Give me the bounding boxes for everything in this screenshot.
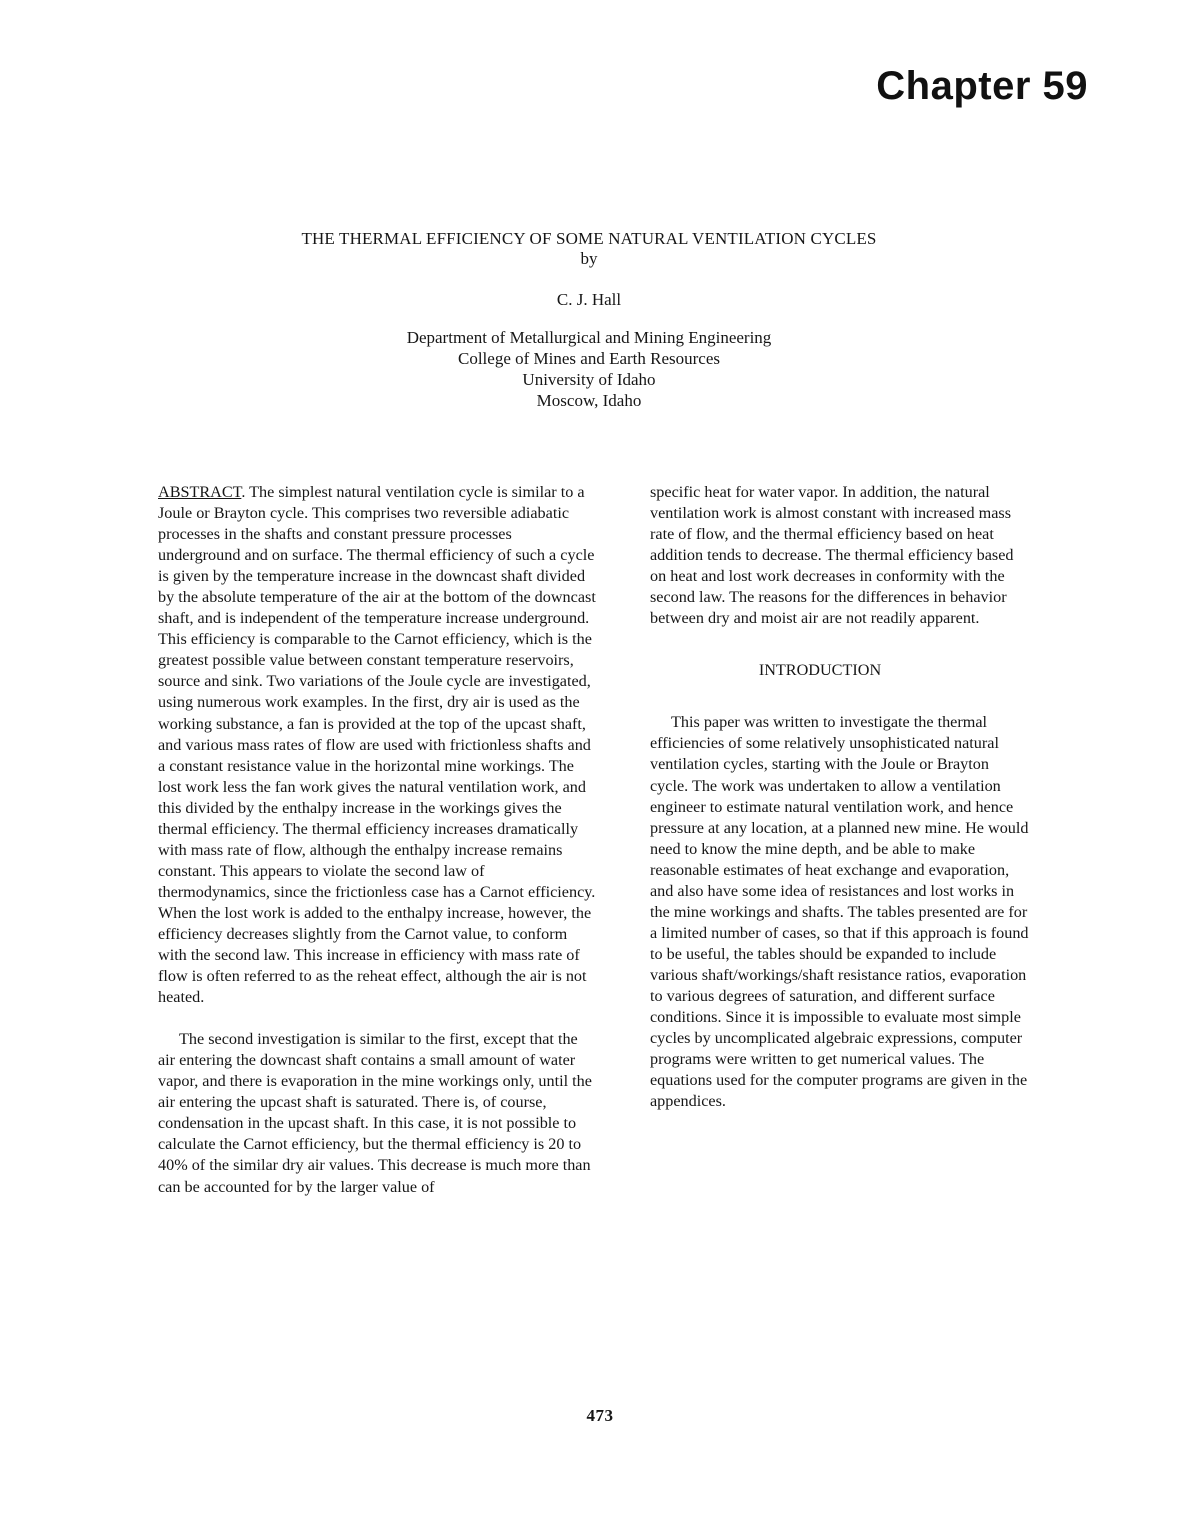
author-name: C. J. Hall <box>556 290 622 309</box>
right-column <box>650 482 1030 1112</box>
affiliation-line: Moscow, Idaho <box>536 391 642 410</box>
affiliation <box>0 327 1178 411</box>
chapter-heading: Chapter 59 <box>876 64 1088 108</box>
abstract-paragraph <box>158 482 598 1008</box>
by-line: by <box>580 249 598 268</box>
affiliation-line: Department of Metallurgical and Mining Engineering <box>406 328 772 347</box>
affiliation-line: College of Mines and Earth Resources <box>457 349 720 368</box>
introduction-paragraph: This paper was written to investigate the thermal efficiencies of some relatively unsophisticated natural ventilation cycles, starting with the Joule or Brayton cycle. The work was undertaken to allow a ventilation engineer to estimate natural ventilation work, and hence pressure at any location, at a planned new mine. He would need to know the mine depth, and be able to make reasonable estimates of heat exchange and evaporation, and also have some idea of resistances and lost works in the mine workings and shafts. The tables presented are for a limited number of cases, so that if this approach is found to be useful, the tables should be expanded to include various shaft/workings/shaft resistance ratios, evaporation to various degrees of saturation, and different surface conditions. Since it is impossible to evaluate most simple cycles by uncomplicated algebraic expressions, computer programs were written to get numerical values. The equations used for the computer programs are given in the appendices. <box>650 713 1029 1111</box>
paper-title: THE THERMAL EFFICIENCY OF SOME NATURAL VENTILATION CYCLES <box>301 229 877 248</box>
page-number: 473 <box>586 1406 614 1425</box>
abstract-paragraph-continued: specific heat for water vapor. In addition, the natural ventilation work is almost constant with increased mass rate of flow, and the thermal efficiency based on heat addition tends to decrease. The thermal efficiency based on heat and lost work decreases in conformity with the second law. The reasons for the differences in behavior between dry and moist air are not readily apparent. <box>650 483 1014 628</box>
abstract-paragraph-2: The second investigation is similar to the first, except that the air entering the downcast shaft contains a small amount of water vapor, and there is evaporation in the mine workings only, until the air entering the upcast shaft is saturated. There is, of course, condensation in the upcast shaft. In this case, it is not possible to calculate the Carnot efficiency, but the thermal efficiency is 20 to 40% of the similar dry air values. This decrease is much more than can be accounted for by the larger value of <box>158 1030 592 1196</box>
title-block <box>0 229 1178 411</box>
abstract-text: . The simplest natural ventilation cycle is similar to a Joule or Brayton cycle. This comprises two reversible adiabatic processes in the shafts and constant pressure processes underground and on surface. The thermal efficiency of such a cycle is given by the temperature increase in the downcast shaft divided by the absolute temperature of the air at the bottom of the downcast shaft, and is independent of the temperature increase underground. This efficiency is comparable to the Carnot efficiency, which is the greatest possible value between constant temperature reservoirs, source and sink. Two variations of the Joule cycle are investigated, using numerous work examples. In the first, dry air is used as the working substance, a fan is provided at the top of the upcast shaft, and various mass rates of flow are used with frictionless shafts and a constant resistance value in the horizontal mine workings. The lost work less the fan work gives the natural ventilation work, and this divided by the enthalpy increase in the workings gives the thermal efficiency. The thermal efficiency increases dramatically with mass rate of flow, although the enthalpy increase remains constant. This appears to violate the second law of thermodynamics, since the frictionless case has a Carnot efficiency. When the lost work is added to the enthalpy increase, however, the efficiency decreases slightly from the Carnot value, to conform with the second law. This increase in efficiency with mass rate of flow is often referred to as the reheat effect, although the air is not heated. <box>158 483 596 1007</box>
abstract-label: ABSTRACT <box>158 483 242 501</box>
affiliation-line: University of Idaho <box>522 370 656 389</box>
section-heading-introduction: INTRODUCTION <box>758 661 882 680</box>
left-column <box>158 482 598 1198</box>
